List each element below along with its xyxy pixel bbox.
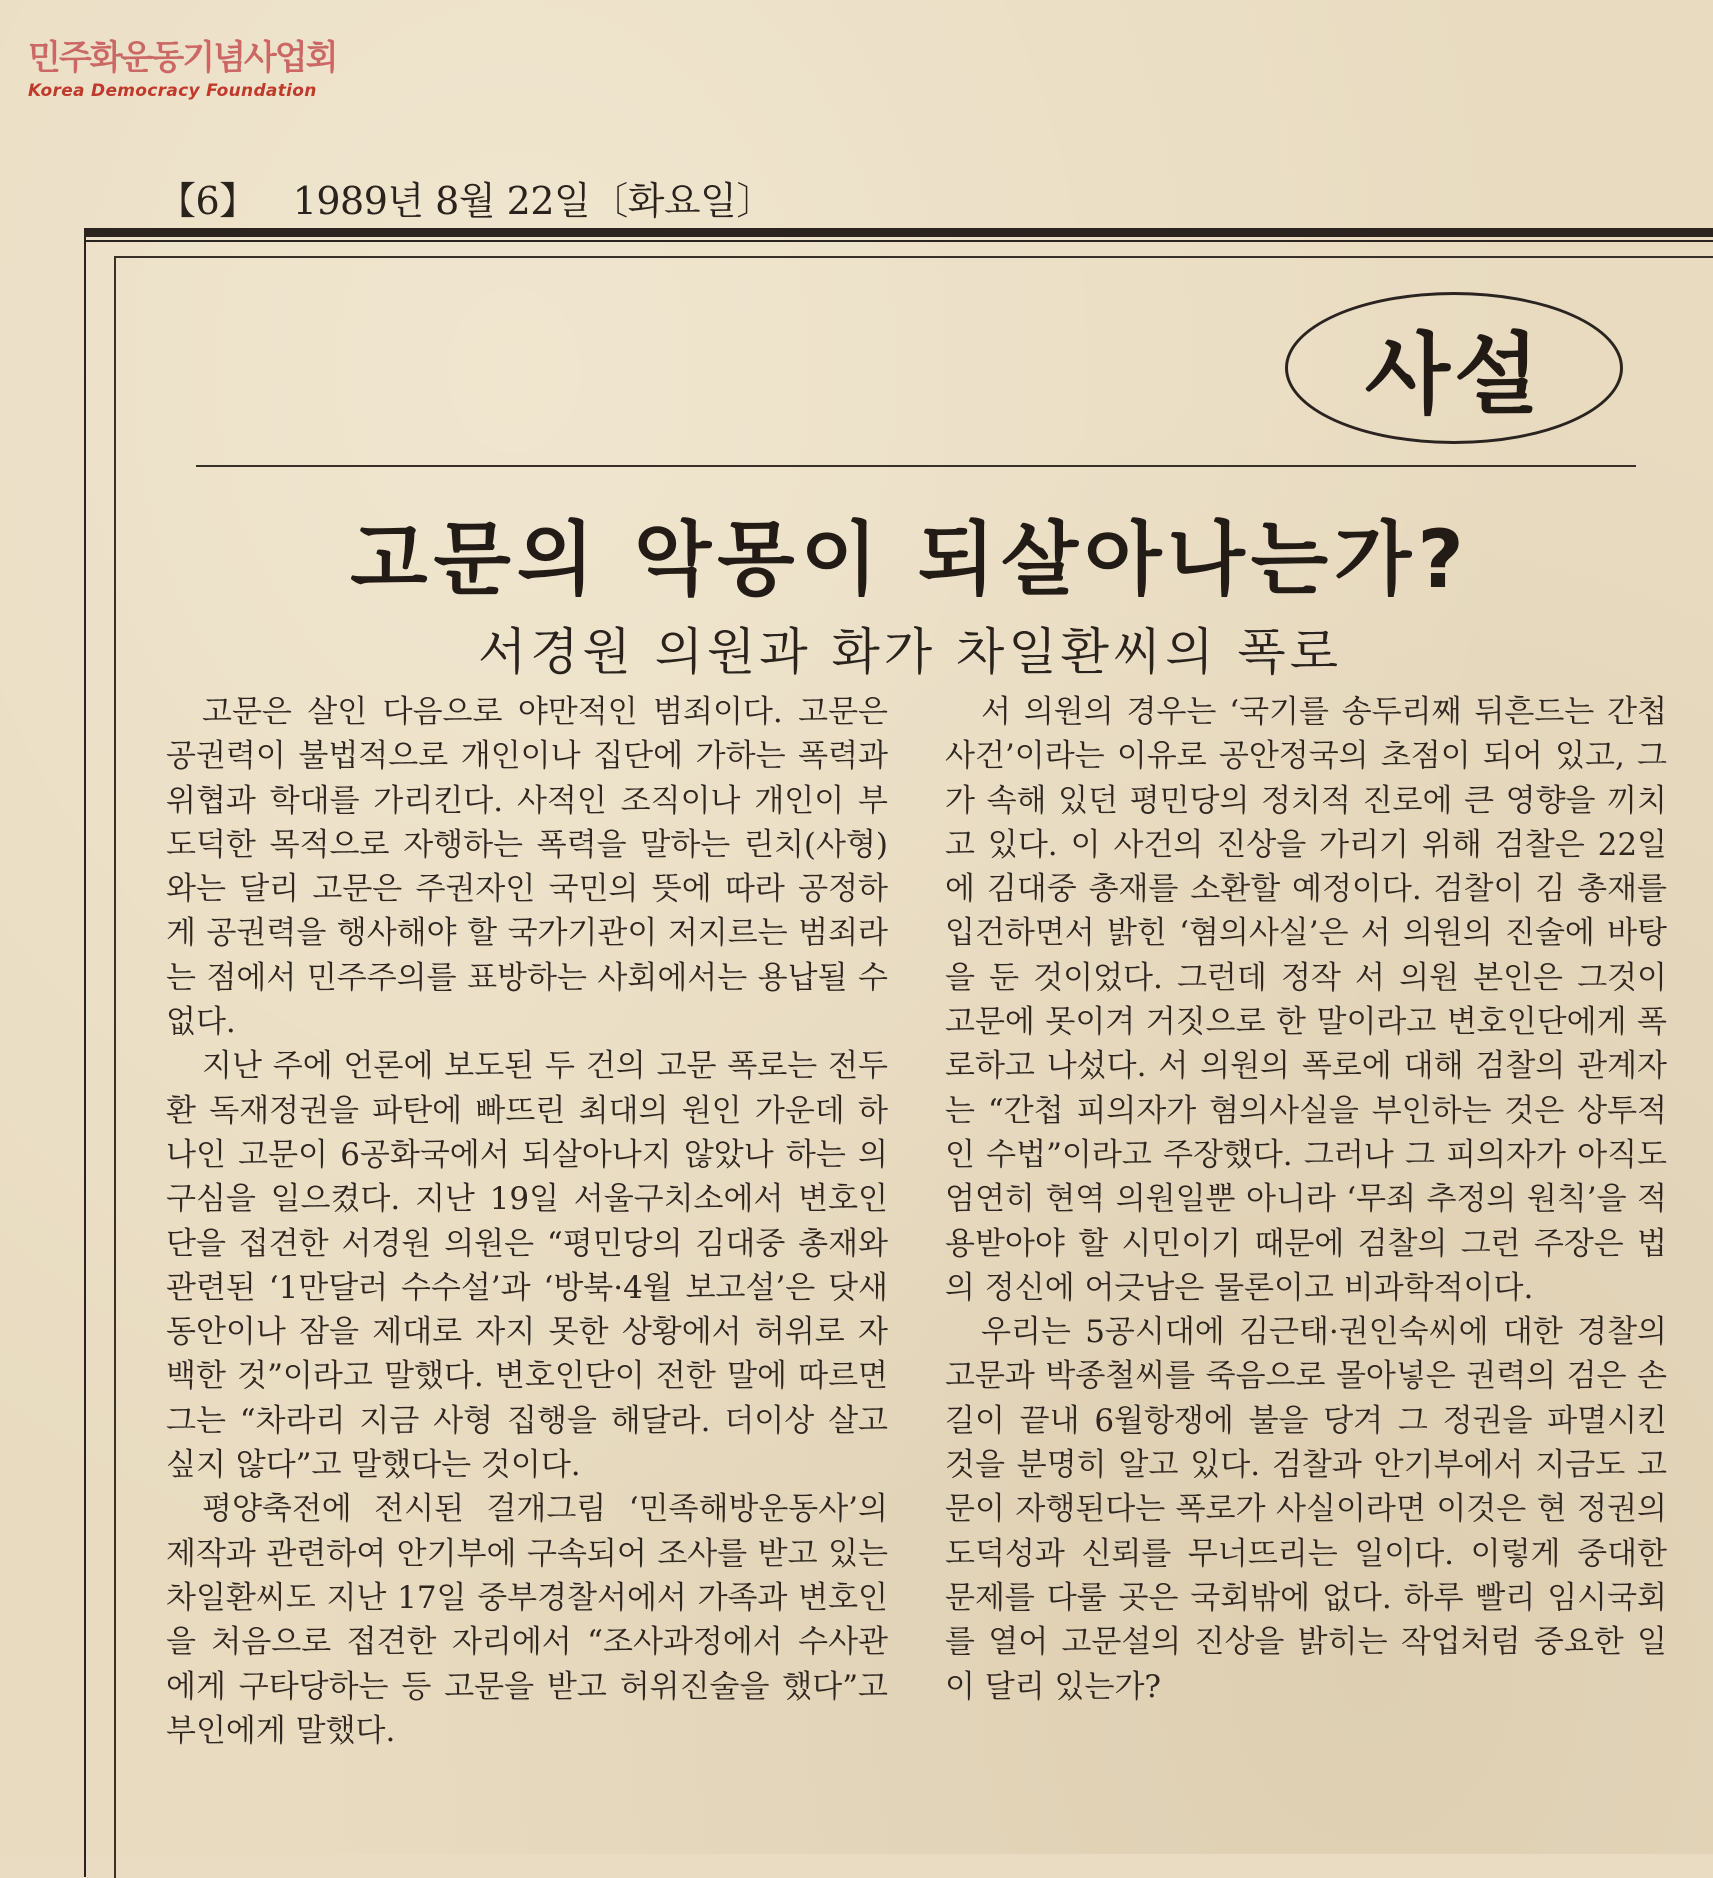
paragraph: 서 의원의 경우는 ‘국기를 송두리째 뒤흔드는 간첩사건’이라는 이유로 공안정국의 초점이 되어 있고, 그가 속해 있던 평민당의 정치적 진로에 큰 영향을 끼치고 있다. 이 사건의 진상을 가리기 위해 검찰은 22일에 김대중 총재를 소환할 예정이다. 검찰이 김 총재를 입건하면서 밝힌 ‘혐의사실’은 서 의원의 진술에 바탕을 둔 것이었다. 그런데 정작 서 의원 본인은 그것이 고문에 못이겨 거짓으로 한 말이라고 변호인단에게 폭로하고 나섰다. 서 의원의 폭로에 대해 검찰의 관계자는 “간첩 피의자가 혐의사실을 부인하는 것은 상투적인 수법”이라고 주장했다. 그러나 그 피의자가 아직도 엄연히 현역 의원일뿐 아니라 ‘무죄 추정의 원칙’을 적용받아야 할 시민이기 때문에 검찰의 그런 주장은 법의 정신에 어긋남은 물론이고 비과학적이다. [945, 694, 1667, 1306]
section-badge [1285, 292, 1623, 444]
masthead-rule-thick [84, 228, 1713, 237]
section-badge-label: 사설 [1364, 323, 1544, 426]
paragraph: 평양축전에 전시된 걸개그림 ‘민족해방운동사’의 제작과 관련하여 안기부에 구속되어 조사를 받고 있는 차일환씨도 지난 17일 중부경찰서에서 가족과 변호인을 처음으로 접견한 자리에서 “조사과정에서 수사관에게 구타당하는 등 고문을 받고 허위진술을 했다”고 부인에게 말했다. [166, 1491, 888, 1749]
paragraph: 고문은 살인 다음으로 야만적인 범죄이다. 고문은 공권력이 불법적으로 개인이나 집단에 가하는 폭력과 위협과 학대를 가리킨다. 사적인 조직이나 개인이 부도덕한 목적으로 자행하는 폭력을 말하는 린치(사형)와는 달리 고문은 주권자인 국민의 뜻에 따라 공정하게 공권력을 행사해야 할 국가기관이 저지르는 범죄라는 점에서 민주주의를 표방하는 사회에서는 용납될 수 없다. [166, 694, 888, 1041]
foundation-logo [28, 30, 336, 101]
paragraph: 우리는 5공시대에 김근태·권인숙씨에 대한 경찰의 고문과 박종철씨를 죽음으로 몰아넣은 권력의 검은 손길이 끝내 6월항쟁에 불을 당겨 그 정권을 파멸시킨 것을 분명히 알고 있다. 검찰과 안기부에서 지금도 고문이 자행된다는 폭로가 사실이라면 이것은 현 정권의 도덕성과 신뢰를 무너뜨리는 일이다. 이렇게 중대한 문제를 다룰 곳은 국회밖에 없다. 하루 빨리 임시국회를 열어 고문설의 진상을 밝히는 작업처럼 중요한 일이 달리 있는가? [945, 1314, 1667, 1705]
article-column-left [166, 690, 888, 1753]
headline-rule [196, 465, 1636, 467]
publication-date: 1989년 8월 22일〔화요일〕 [292, 179, 774, 223]
article-subtitle: 서경원 의원과 화가 차일환씨의 폭로 [477, 623, 1343, 681]
article-column-right [945, 690, 1667, 1709]
paragraph: 지난 주에 언론에 보도된 두 건의 고문 폭로는 전두환 독재정권을 파탄에 빠뜨린 최대의 원인 가운데 하나인 고문이 6공화국에서 되살아나지 않았나 하는 의구심을 일으켰다. 지난 19일 서울구치소에서 변호인단을 접견한 서경원 의원은 “평민당의 김대중 총재와 관련된 ‘1만달러 수수설’과 ‘방북·4월 보고설’은 닷새 동안이나 잠을 제대로 자지 못한 상황에서 허위로 자백한 것”이라고 말했다. 변호인단이 전한 말에 따르면 그는 “차라리 지금 사형 집행을 해달라. 더이상 살고 싶지 않다”고 말했다는 것이다. [166, 1048, 888, 1484]
foundation-name-korean: 민주화운동기념사업회 [28, 38, 337, 78]
foundation-name-english: Korea Democracy Foundation [28, 81, 317, 101]
article-title: 고문의 악몽이 되살아나는가? [350, 513, 1470, 606]
dateline [158, 170, 774, 225]
page-number: 【6】 [158, 179, 257, 223]
